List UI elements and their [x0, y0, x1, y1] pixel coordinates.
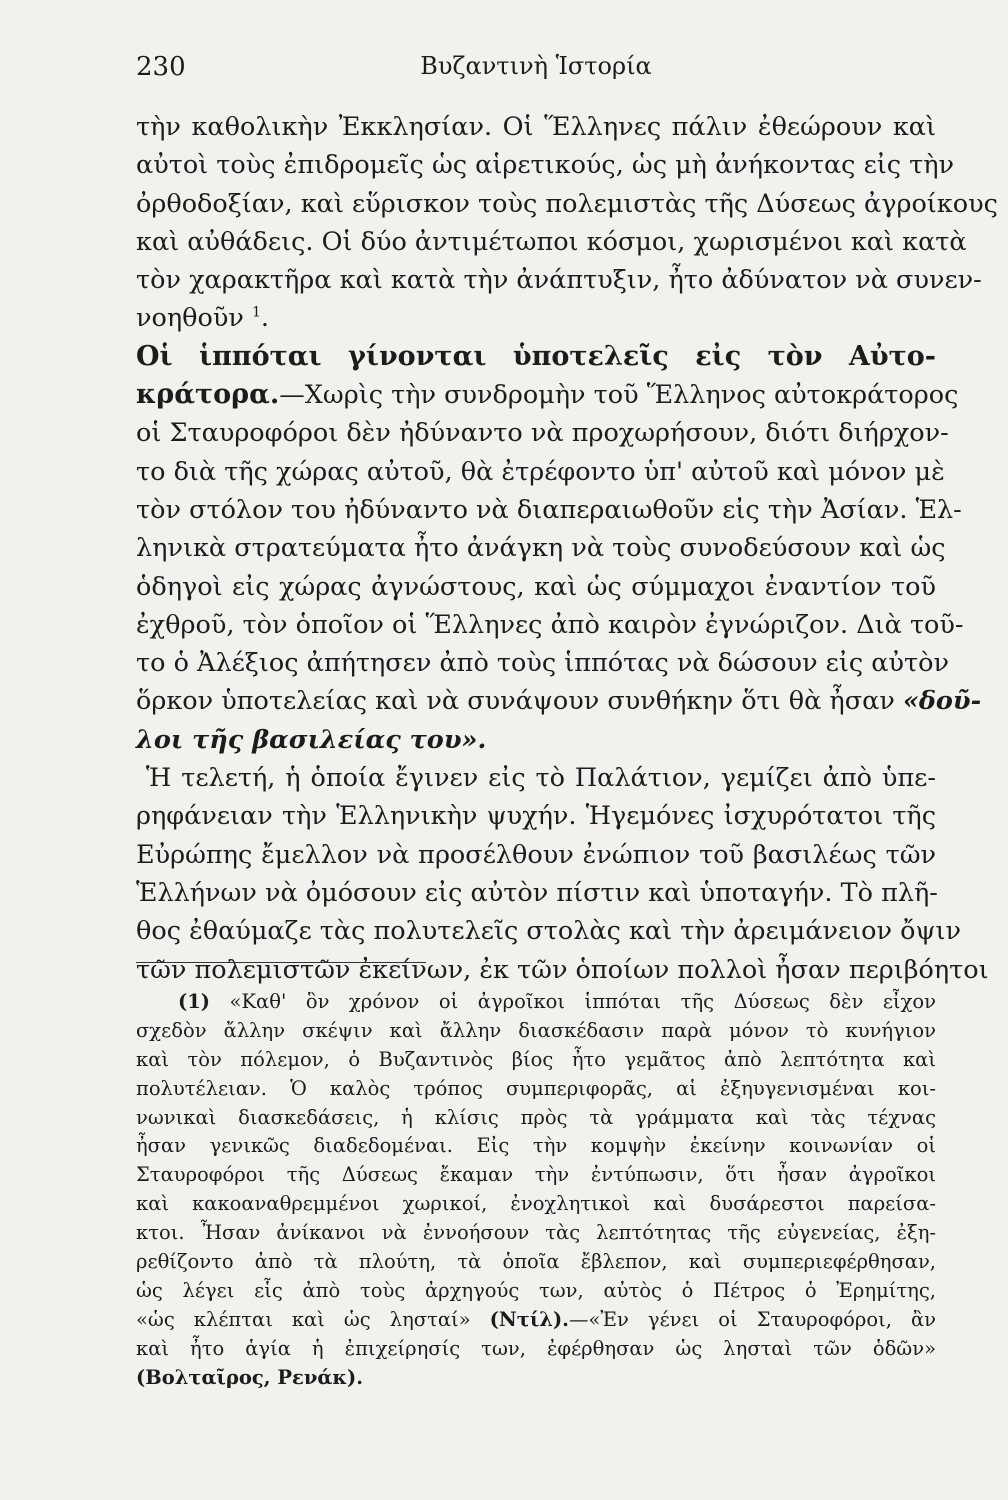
footnote-line: ἦσαν γενικῶς διαδεδομέναι. Εἰς τὴν κομψὴν ἐκείνην κοινωνίαν οἱ — [136, 1134, 936, 1158]
footnote-line: καὶ τὸν πόλεμον, ὁ Βυζαντινὸς βίος ἦτο γεμᾶτος ἀπὸ λεπτότητα καὶ — [136, 1047, 936, 1071]
text-line: ληνικὰ στρατεύματα ἦτο ἀνάγκη νὰ τοὺς συνοδεύσουν καὶ ὡς — [136, 533, 946, 564]
text-line: θος ἐθαύμαζε τὰς πολυτελεῖς στολὰς καὶ τὴν ἀρειμάνειον ὄψιν — [136, 916, 961, 947]
footnote-line — [136, 988, 936, 1017]
footnote-quote: —«Ἐν γένει οἱ Σταυροφόροι, ἂν — [568, 1307, 936, 1331]
paragraph-end: νοηθοῦν — [136, 303, 244, 334]
text-line: νοηθοῦν $^1$. — [136, 303, 269, 334]
section-heading: Οἱ ἱππόται γίνονται ὑποτελεῖς εἰς τὸν Αὐτο- — [136, 340, 936, 372]
text-line: τὸν χαρακτῆρα καὶ κατὰ τὴν ἀνάπτυξιν, ἦτο ἀδύνατον νὰ συνεν- — [136, 265, 982, 296]
text-line: τὴν καθολικὴν Ἐκκλησίαν. Οἱ Ἕλληνες πάλιν ἐθεώρουν καὶ — [136, 112, 936, 142]
footnote-line: ρεθίζοντο ἀπὸ τὰ πλούτη, τὰ ὁποῖα ἔβλεπον, καὶ συμπεριεφέρθησαν, — [136, 1250, 936, 1274]
text-line: τὸν στόλον του ἠδύναντο νὰ διαπεραιωθοῦν εἰς τὴν Ἀσίαν. Ἑλ- — [136, 494, 962, 525]
text-line: Εὐρώπης ἔμελλον νὰ προσέλθουν ἐνώπιον τοῦ βασιλέως τῶν — [136, 839, 936, 870]
footnote-block — [136, 988, 936, 1392]
text-line: τῶν πολεμιστῶν ἐκείνων, ἐκ τῶν ὁποίων πολλοὶ ἦσαν περιβόητοι — [136, 954, 989, 985]
text-line: Ἡ τελετή, ἡ ὁποία ἔγινεν εἰς τὸ Παλάτιον, γεμίζει ἀπὸ ὑπε- — [146, 763, 936, 794]
text-line: το διὰ τῆς χώρας αὐτοῦ, θὰ ἐτρέφοντο ὑπ' αὐτοῦ καὶ μόνον μὲ — [136, 456, 945, 487]
section-heading-end: κράτορα. — [136, 379, 280, 411]
text-line: ὀρθοδοξίαν, καὶ εὕρισκον τοὺς πολεμιστὰς τῆς Δύσεως ἀγροίκους — [136, 188, 998, 219]
footnote-quote: «ὡς κλέπται καὶ ὡς λησταί» — [136, 1307, 471, 1331]
footnote-line: ὡς λέγει εἷς ἀπὸ τοὺς ἀρχηγούς των, αὐτὸς ὁ Πέτρος ὁ Ἐρημίτης, — [136, 1278, 936, 1302]
footnote-line — [136, 1306, 936, 1335]
footnote-reference: 1 — [251, 304, 261, 321]
footnote-line: καὶ κακοαναθρεμμένοι χωρικοί, ἐνοχλητικοὶ καὶ δυσάρεστοι παρείσα- — [136, 1192, 936, 1216]
running-title: Βυζαντινὴ Ἱστορία — [420, 52, 652, 80]
oath-text: ὅρκον ὑποτελείας καὶ νὰ συνάψουν συνθήκην ὅτι θὰ ἦσαν — [136, 686, 895, 717]
footnote-divider — [136, 962, 426, 963]
text-line: ἐχθροῦ, τὸν ὁποῖον οἱ Ἕλληνες ἀπὸ καιρὸν ἐγνώριζον. Διὰ τοῦ- — [136, 609, 964, 640]
main-text — [136, 108, 998, 989]
text-line — [136, 376, 959, 414]
text-line: καὶ αὐθάδεις. Οἱ δύο ἀντιμέτωποι κόσμοι, χωρισμένοι καὶ κατὰ — [136, 226, 967, 257]
page-header — [136, 52, 936, 92]
footnote-line: καὶ ἦτο ἁγία ἡ ἐπιχείρησίς των, ἐφέρθησαν ὡς λησταὶ τῶν ὁδῶν» — [136, 1336, 936, 1360]
footnote-first-line: «Καθ' ὃν χρόνον οἱ ἀγροῖκοι ἱππόται τῆς Δύσεως δὲν εἶχον — [229, 990, 936, 1013]
text-line: Ἑλλήνων νὰ ὀμόσουν εἰς αὐτὸν πίστιν καὶ ὑποταγήν. Τὸ πλῆ- — [136, 877, 938, 908]
heading-line-text: —Χωρὶς τὴν συνδρομὴν τοῦ Ἕλληνος αὐτοκράτορος — [279, 380, 959, 411]
text-line — [136, 682, 982, 720]
text-line: οἱ Σταυροφόροι δὲν ἠδύναντο νὰ προχωρήσουν, διότι διήρχον- — [136, 418, 949, 449]
oath-quote-end: λοι τῆς βασιλείας του». — [136, 724, 487, 755]
footnote-marker: (1) — [178, 990, 211, 1013]
footnote-line: νωνικαὶ διασκεδάσεις, ἡ κλίσις πρὸς τὰ γράμματα καὶ τὰς τέχνας — [136, 1105, 936, 1129]
footnote-source: (Βολταῖρος, Ρενάκ). — [136, 1365, 364, 1389]
footnote-source: (Ντίλ). — [489, 1307, 569, 1331]
text-line: ρηφάνειαν τὴν Ἑλληνικὴν ψυχήν. Ἡγεμόνες ἰσχυρότατοι τῆς — [136, 801, 936, 832]
footnote-line: Σταυροφόροι τῆς Δύσεως ἔκαμαν τὴν ἐντύπωσιν, ὅτι ἦσαν ἀγροῖκοι — [136, 1163, 936, 1187]
footnote-line: πολυτέλειαν. Ὁ καλὸς τρόπος συμπεριφορᾶς, αἱ ἐξηυγενισμέναι κοι- — [136, 1076, 936, 1100]
footnote-line: κτοι. Ἦσαν ἀνίκανοι νὰ ἐννοήσουν τὰς λεπτότητας τῆς εὐγενείας, ἐξη- — [136, 1221, 936, 1245]
page-number: 230 — [136, 52, 186, 82]
text-line: αὐτοὶ τοὺς ἐπιδρομεῖς ὡς αἱρετικούς, ὡς μὴ ἀνήκοντας εἰς τὴν — [136, 150, 955, 181]
footnote-line: σχεδὸν ἄλλην σκέψιν καὶ ἄλλην διασκέδασιν παρὰ μόνον τὸ κυνήγιον — [136, 1018, 936, 1042]
text-line: ὁδηγοὶ εἰς χώρας ἀγνώστους, καὶ ὡς σύμμαχοι ἐναντίον τοῦ — [136, 571, 936, 602]
oath-quote-start: «δοῦ- — [902, 686, 982, 717]
text-line: το ὁ Ἀλέξιος ἀπήτησεν ἀπὸ τοὺς ἱππότας νὰ δώσουν εἰς αὐτὸν — [136, 648, 949, 679]
